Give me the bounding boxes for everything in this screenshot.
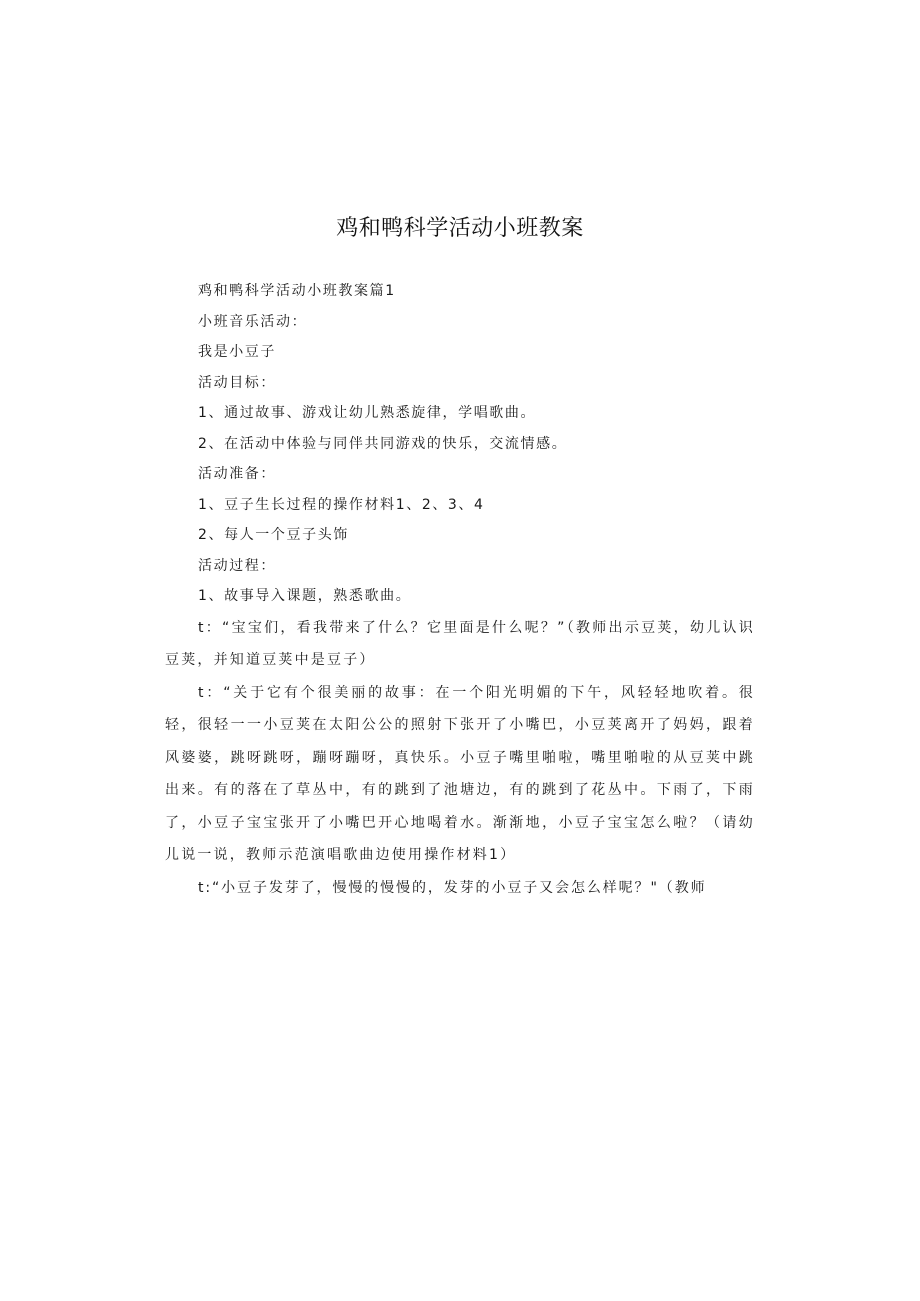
list-item: 2、每人一个豆子头饰 — [198, 527, 349, 543]
list-item: 2、在活动中体验与同伴共同游戏的快乐，交流情感。 — [198, 435, 568, 452]
text-line: 活动目标： — [198, 374, 276, 391]
list-item: 1、通过故事、游戏让幼儿熟悉旋律，学唱歌曲。 — [198, 405, 537, 421]
list-item: 1、故事导入课题，熟悉歌曲。 — [198, 588, 412, 604]
text-line: 活动过程： — [198, 557, 276, 574]
text-line: 我是小豆子 — [198, 344, 276, 360]
body-paragraph: t：“关于它有个很美丽的故事：在一个阳光明媚的下午，风轻轻地吹着。很轻，很轻一一小豆荚在太阳公公的照射下张开了小嘴巴，小豆荚离开了妈妈，跟着风婆婆，跳呀跳呀，蹦呀蹦呀，真快乐。小豆子嘴里啪啦，嘴里啪啦的从豆荚中跳出来。有的落在了草丛中，有的跳到了池塘边，有的跳到了花丛中。下雨了，下雨了，小豆子宝宝张开了小嘴巴开心地喝着水。渐渐地，小豆子宝宝怎么啦？（请幼儿说一说，教师示范演唱歌曲边使用操作材料1） — [165, 684, 755, 863]
section-heading: 鸡和鸭科学活动小班教案篇1 — [198, 283, 396, 299]
document-title: 鸡和鸭科学活动小班教案 — [336, 216, 584, 241]
text-line: 活动准备： — [198, 466, 276, 482]
body-paragraph: t:“小豆子发芽了，慢慢的慢慢的，发芽的小豆子又会怎么样呢？"（教师 — [198, 879, 707, 896]
document-body — [165, 276, 755, 904]
body-paragraph: t：“宝宝们，看我带来了什么？它里面是什么呢？”（教师出示豆荚，幼儿认识豆荚，并知道豆荚中是豆子） — [165, 619, 755, 668]
list-item: 1、豆子生长过程的操作材料1、2、3、4 — [198, 496, 485, 513]
text-line: 小班音乐活动： — [198, 313, 308, 330]
